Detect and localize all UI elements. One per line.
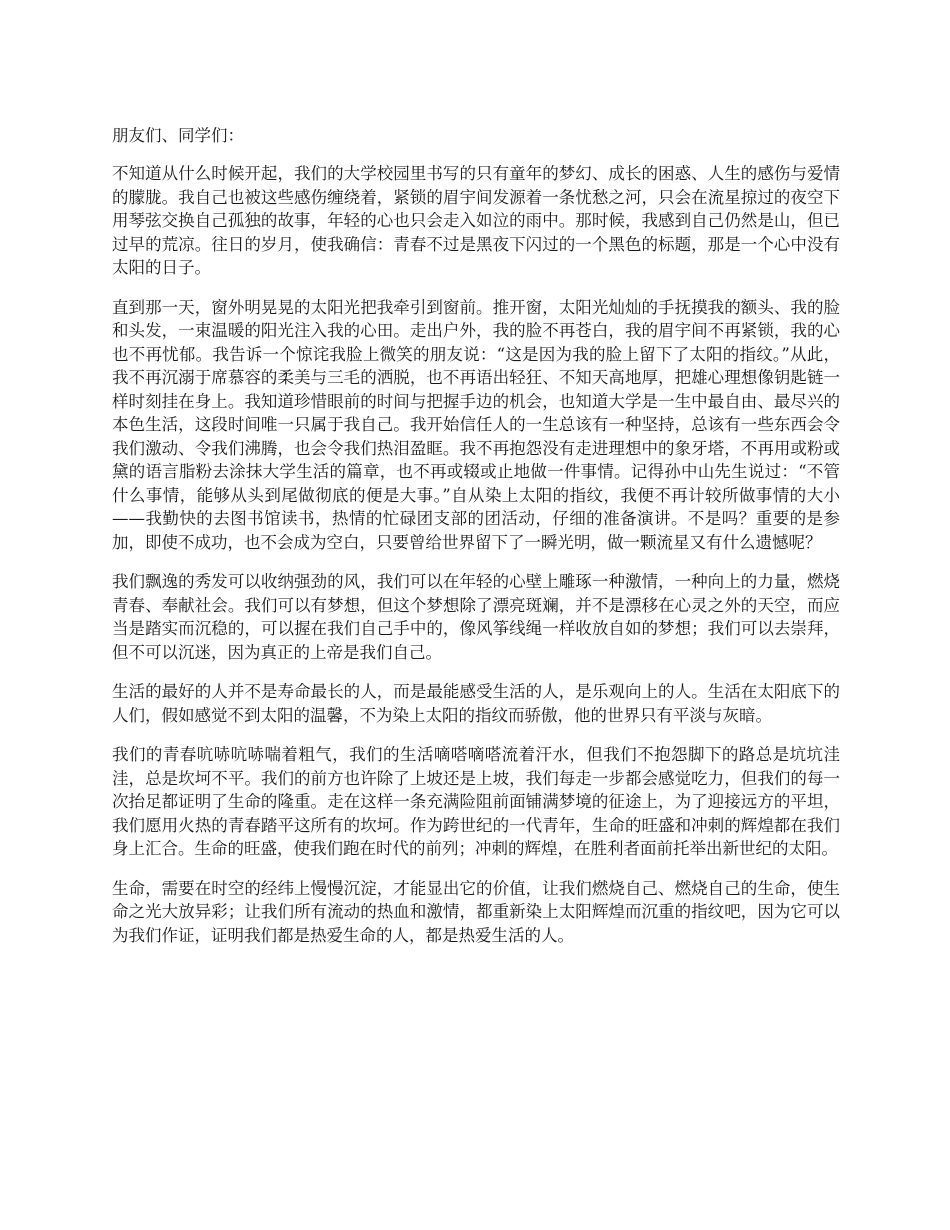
paragraph-4: 生活的最好的人并不是寿命最长的人，而是最能感受生活的人，是乐观向上的人。生活在太阳底下的人们，假如感觉不到太阳的温馨，不为染上太阳的指纹而骄傲，他的世界只有平淡与灰暗。 — [112, 682, 840, 725]
paragraph-1: 不知道从什么时候开起，我们的大学校园里书写的只有童年的梦幻、成长的困惑、人生的感伤与爱情的朦胧。我自己也被这些感伤缠绕着，紧锁的眉宇间发源着一条忧愁之河，只会在流星掠过的夜空下用琴弦交换自己孤独的故事，年轻的心也只会走入如泣的雨中。那时候，我感到自己仍然是山，但已过早的荒凉。往日的岁月，使我确信：青春不过是黑夜下闪过的一个黑色的标题，那是一个心中没有太阳的日子。 — [112, 164, 840, 277]
paragraph-6: 生命，需要在时空的经纬上慢慢沉淀，才能显出它的价值，让我们燃烧自己、燃烧自己的生命，使生命之光大放异彩；让我们所有流动的热血和激情，都重新染上太阳辉煌而沉重的指纹吧，因为它可以为我们作证，证明我们都是热爱生命的人，都是热爱生活的人。 — [112, 878, 840, 945]
document-page — [112, 124, 840, 963]
paragraph-5: 我们的青春吭哧吭哧喘着粗气，我们的生活嘀嗒嘀嗒流着汗水，但我们不抱怨脚下的路总是坑坑洼洼，总是坎坷不平。我们的前方也许除了上坡还是上坡，我们每走一步都会感觉吃力，但我们的每一次抬足都证明了生命的隆重。走在这样一条充满险阻前面铺满梦境的征途上，为了迎接远方的平坦，我们愿用火热的青春踏平这所有的坎坷。作为跨世纪的一代青年，生命的旺盛和冲刺的辉煌都在我们身上汇合。生命的旺盛，使我们跑在时代的前列；冲刺的辉煌，在胜利者面前托举出新世纪的太阳。 — [112, 745, 840, 858]
paragraph-3: 我们飘逸的秀发可以收纳强劲的风，我们可以在年轻的心壁上雕琢一种激情，一种向上的力量，燃烧青春、奉献社会。我们可以有梦想，但这个梦想除了漂亮斑斓，并不是漂移在心灵之外的天空，而应当是踏实而沉稳的，可以握在我们自己手中的，像风筝线绳一样收放自如的梦想；我们可以去崇拜，但不可以沉迷，因为真正的上帝是我们自己。 — [112, 572, 840, 662]
salutation: 朋友们、同学们： — [112, 126, 244, 145]
paragraph-2: 直到那一天，窗外明晃晃的太阳光把我牵引到窗前。推开窗，太阳光灿灿的手抚摸我的额头、我的脸和头发，一束温暖的阳光注入我的心田。走出户外，我的脸不再苍白，我的眉宇间不再紧锁，我的心也不再忧郁。我告诉一个惊诧我脸上微笑的朋友说：“这是因为我的脸上留下了太阳的指纹。”从此，我不再沉溺于席慕容的柔美与三毛的洒脱，也不再语出轻狂、不知天高地厚，把雄心理想像钥匙链一样时刻挂在身上。我知道珍惜眼前的时间与把握手边的机会，也知道大学是一生中最自由、最尽兴的本色生活，这段时间唯一只属于我自己。我开始信任人的一生总该有一种坚持，总该有一些东西会令我们激动、令我们沸腾，也会令我们热泪盈眶。我不再抱怨没有走进理想中的象牙塔，不再用或粉或黛的语言脂粉去涂抹大学生活的篇章，也不再或辍或止地做一件事情。记得孙中山先生说过：“不管什么事情，能够从头到尾做彻底的便是大事。”自从染上太阳的指纹，我便不再计较所做事情的大小——我勤快的去图书馆读书，热情的忙碌团支部的团活动，仔细的准备演讲。不是吗？重要的是参加，即使不成功，也不会成为空白，只要曾给世界留下了一瞬光明，做一颗流星又有什么遗憾呢？ — [112, 297, 840, 552]
